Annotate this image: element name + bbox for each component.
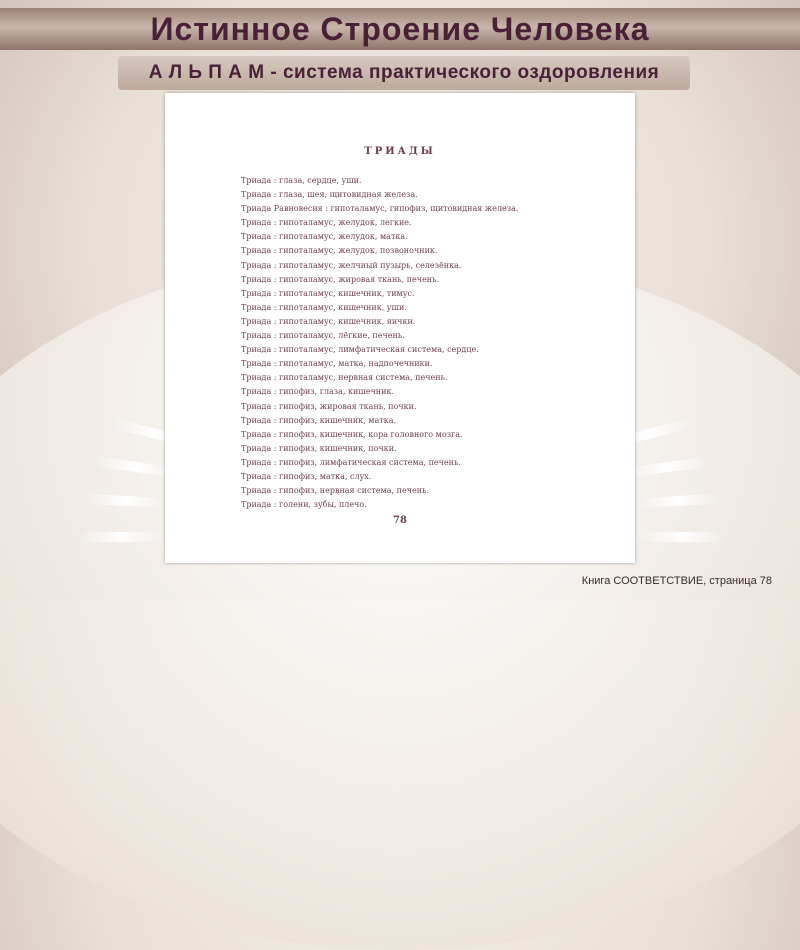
subtitle: А Л Ь П А М - система практического оздоровления <box>148 62 660 83</box>
triad-line: Триада : гипоталамус, лёгкие, печень. <box>241 331 405 341</box>
triad-line: Триада : гипоталамус, желчный пузырь, селезёнка. <box>241 260 462 270</box>
triad-line: Триада : гипофиз, кишечник, почки. <box>241 443 397 453</box>
decorative-ray <box>80 531 164 542</box>
triad-line: Триада : гипоталамус, кишечник, тимус. <box>241 288 415 298</box>
triad-line: Триада : гипоталамус, желудок, позвоночник. <box>241 246 438 256</box>
triad-line: Триада : гипофиз, кишечник, матка. <box>241 415 397 425</box>
triad-line: Триада : гипофиз, нервная система, печень. <box>241 486 429 496</box>
book-page-scan <box>165 93 635 563</box>
triad-line: Триада : гипоталамус, желудок, матка. <box>241 232 408 242</box>
triad-line: Триада Равновесия : гипоталамус, гипофиз, щитовидная железа. <box>241 204 519 214</box>
triad-line: Триада : гипоталамус, кишечник, уши. <box>241 302 407 312</box>
triad-line: Триада : гипофиз, глаза, кишечник. <box>241 387 395 397</box>
triad-line: Триада : гипофиз, лимфатическая система, печень. <box>241 457 461 467</box>
triad-line: Триада : гипоталамус, нервная система, печень. <box>241 373 448 383</box>
triad-line: Триада : глаза, сердце, уши. <box>241 176 362 185</box>
triad-line: Триада : гипофиз, матка, слух. <box>241 471 372 481</box>
triad-line: Триада : гипоталамус, матка, надпочечники. <box>241 359 433 369</box>
scan-page-number: 78 <box>393 515 407 526</box>
scan-heading: ТРИАДЫ <box>364 146 436 157</box>
triad-line: Триада : гипоталамус, кишечник, яички. <box>241 316 416 326</box>
triad-list <box>241 174 518 512</box>
triad-line: Триада : гипоталамус, желудок, легкие. <box>241 218 412 228</box>
triad-line: Триада : гипоталамус, лимфатическая система, сердце. <box>241 345 479 355</box>
triad-line: Триада : гипофиз, кишечник, кора головного мозга. <box>241 429 463 439</box>
source-caption: Книга СООТВЕТСТВИЕ, страница 78 <box>581 575 772 587</box>
decorative-ray <box>640 531 724 542</box>
triad-line: Триада : голени, зубы, плечо. <box>241 500 367 510</box>
triad-line: Триада : глаза, шея, щитовидная железа. <box>241 190 418 200</box>
page-title: Истинное Строение Человека <box>150 11 650 47</box>
triad-line: Триада : гипофиз, жировая ткань, почки. <box>241 401 417 411</box>
triad-line: Триада : гипоталамус, жировая ткань, печень. <box>241 274 440 284</box>
